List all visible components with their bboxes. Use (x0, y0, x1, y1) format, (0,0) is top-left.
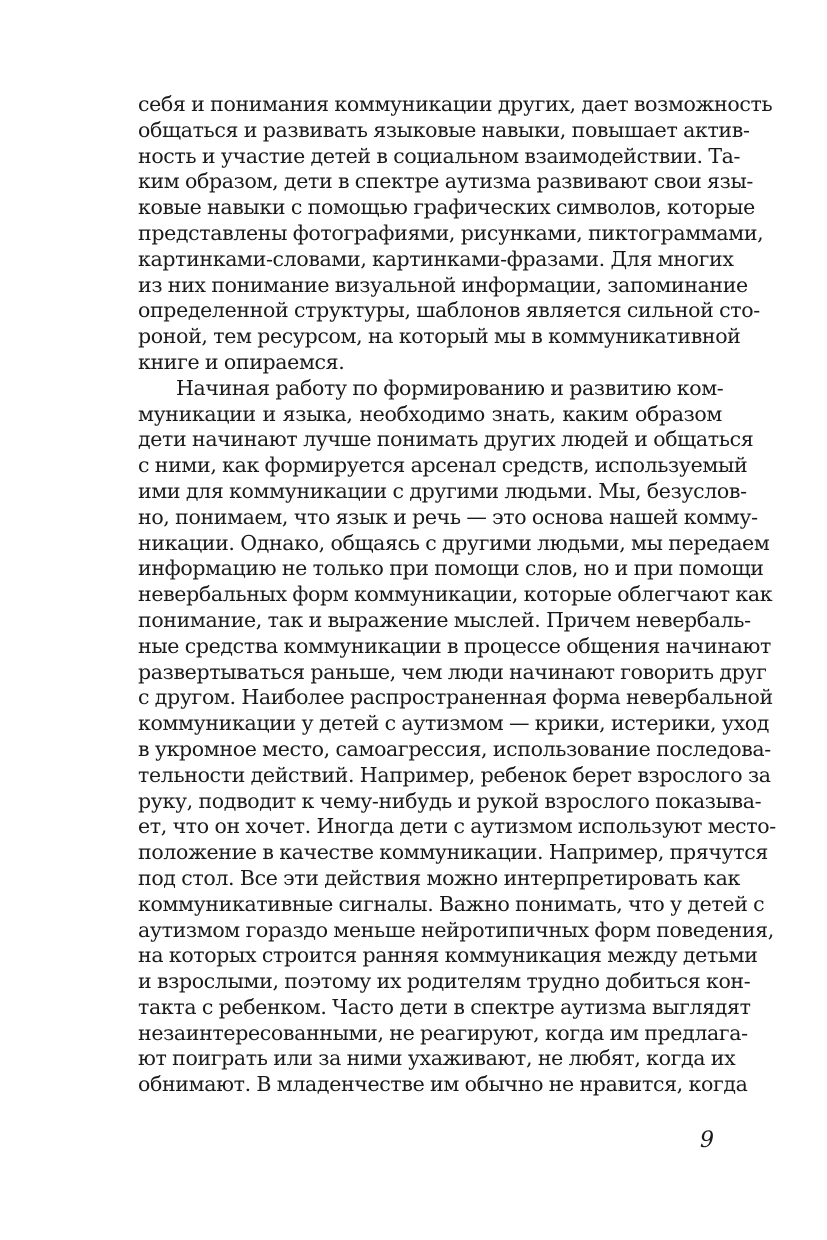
page-number: 9 (700, 1128, 714, 1153)
text-line: роной, тем ресурсом, на который мы в коммуникативной (138, 324, 741, 349)
text-line: никации. Однако, общаясь с другими людьми, мы передаем (138, 530, 770, 555)
text-line: общаться и развивать языковые навыки, повышает актив- (138, 117, 750, 142)
text-line: с другом. Наиболее распространенная форма невербальной (138, 685, 773, 710)
text-line: невербальных форм коммуникации, которые облегчают как (138, 582, 773, 607)
text-line: руку, подводит к чему-нибудь и рукой взрослого показыва- (138, 788, 762, 813)
text-line: ные средства коммуникации в процессе общения начинают (138, 633, 771, 658)
text-line: в укромное место, самоагрессия, использование последова- (138, 736, 771, 761)
text-line: себя и понимания коммуникации других, дает возможность (138, 92, 773, 116)
paragraph (138, 92, 773, 376)
text-line: понимание, так и выражение мыслей. Причем невербаль- (138, 607, 751, 632)
text-line: аутизмом гораздо меньше нейротипичных форм поведения, (138, 917, 774, 942)
body-text (138, 92, 776, 1098)
text-line: с ними, как формируется арсенал средств, используемый (138, 453, 748, 478)
text-line: ность и участие детей в социальном взаимодействии. Та- (138, 143, 741, 168)
text-line: положение в качестве коммуникации. Например, прячутся (138, 840, 768, 865)
text-line: коммуникативные сигналы. Важно понимать, что у детей с (138, 891, 765, 916)
text-line: незаинтересованными, не реагируют, когда им предлага- (138, 1020, 748, 1045)
text-line: ими для коммуникации с другими людьми. Мы, безуслов- (138, 478, 747, 503)
text-line: дети начинают лучше понимать других людей и общаться (138, 427, 754, 452)
text-line: но, понимаем, что язык и речь — это основа нашей комму- (138, 504, 758, 529)
text-line: ким образом, дети в спектре аутизма развивают свои язы- (138, 169, 754, 194)
text-line: информацию не только при помощи слов, но и при помощи (138, 556, 764, 581)
text-line: под стол. Все эти действия можно интерпретировать как (138, 865, 741, 890)
text-line: из них понимание визуальной информации, запоминание (138, 272, 748, 297)
text-line: книге и опираемся. (138, 349, 345, 374)
text-line: представлены фотографиями, рисунками, пиктограммами, (138, 220, 764, 245)
text-line: коммуникации у детей с аутизмом — крики, истерики, уход (138, 711, 770, 736)
text-line: муникации и языка, необходимо знать, каким образом (138, 401, 722, 426)
text-line: обнимают. В младенчестве им обычно не нравится, когда (138, 1072, 748, 1097)
text-line: развертываться раньше, чем люди начинают говорить друг (138, 659, 767, 684)
text-line: определенной структуры, шаблонов является сильной сто- (138, 298, 760, 323)
text-line: на которых строится ранняя коммуникация между детьми (138, 943, 758, 968)
text-line: такта с ребенком. Часто дети в спектре аутизма выглядят (138, 994, 751, 1019)
paragraph (138, 375, 776, 1098)
text-line: ет, что он хочет. Иногда дети с аутизмом используют место- (138, 814, 776, 839)
text-line: ковые навыки с помощью графических символов, которые (138, 195, 755, 220)
text-line: ют поиграть или за ними ухаживают, не любят, когда их (138, 1046, 736, 1071)
text-line: Начиная работу по формированию и развитию ком- (176, 375, 724, 400)
text-line: и взрослыми, поэтому их родителям трудно добиться кон- (138, 969, 751, 994)
text-line: тельности действий. Например, ребенок берет взрослого за (138, 762, 771, 787)
text-line: картинками-словами, картинками-фразами. Для многих (138, 246, 734, 271)
